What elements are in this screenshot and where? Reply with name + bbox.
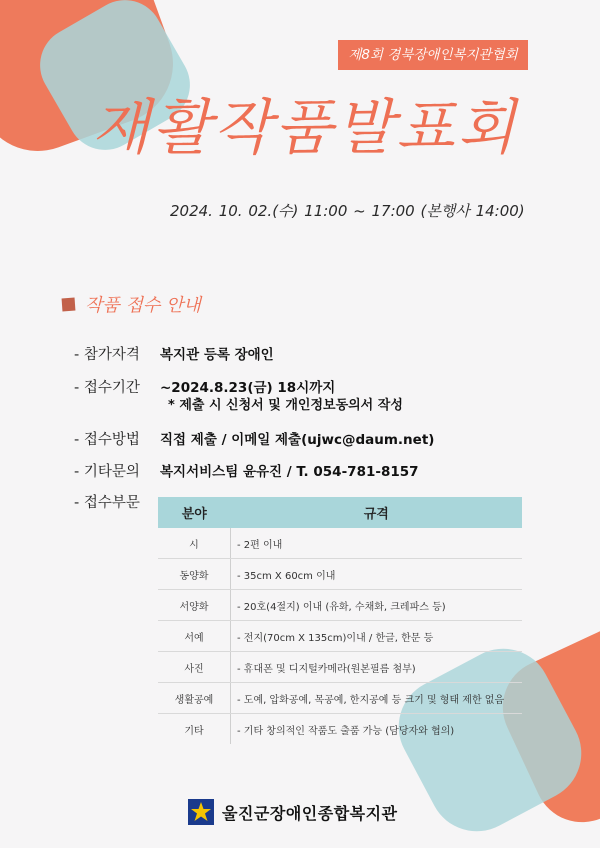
organization-name: 울진군장애인종합복지관 <box>222 803 398 823</box>
table-cell-spec: - 전지(70cm X 135cm)이내 / 한글, 한문 등 <box>231 621 523 652</box>
table-cell-category: 서예 <box>158 621 231 652</box>
method-value: 직접 제출 / 이메일 제출(ujwc@daum.net) <box>160 432 435 448</box>
event-title: 재활작품발표회 <box>91 93 519 163</box>
table-cell-spec: - 20호(4절지) 이내 (유화, 수채화, 크레파스 등) <box>231 590 523 621</box>
table-cell-spec: - 기타 창의적인 작품도 출품 가능 (담당자와 협의) <box>237 725 455 737</box>
section-heading-label: 작품 접수 안내 <box>85 295 201 316</box>
period-label: - 접수기간 <box>74 380 140 396</box>
category-table <box>158 497 522 744</box>
section-heading <box>62 290 201 318</box>
table-row <box>158 559 522 590</box>
table-cell-category: 기타 <box>158 714 231 745</box>
table-header-spec: 규격 <box>231 497 523 528</box>
table-header-row <box>158 497 522 528</box>
table-cell-category: 시 <box>158 528 231 559</box>
table-cell-category: 생활공예 <box>158 683 231 714</box>
table-row <box>158 683 522 714</box>
event-datetime: 2024. 10. 02.(수) 11:00 ~ 17:00 (본행사 14:00) <box>170 202 525 220</box>
table-cell-category: 사진 <box>158 652 231 683</box>
table-cell-spec: - 도예, 압화공예, 목공예, 한지공예 등 크기 및 형태 제한 없음 <box>231 683 523 714</box>
table-cell-category: 동양화 <box>158 559 231 590</box>
eligibility-value: 복지관 등록 장애인 <box>160 347 274 363</box>
footer-organization <box>188 798 398 826</box>
table-cell-spec: - 35cm X 60cm 이내 <box>231 559 523 590</box>
period-note: * 제출 시 신청서 및 개인정보동의서 작성 <box>168 398 403 413</box>
table-row <box>158 621 522 652</box>
category-label: - 접수부문 <box>74 495 140 511</box>
period-value: ~2024.8.23(금) 18시까지 <box>160 380 336 396</box>
table-cell-spec: - 휴대폰 및 디지털카메라(원본필름 첨부) <box>231 652 523 683</box>
inquiry-value: 복지서비스팀 윤유진 / T. 054-781-8157 <box>160 464 419 480</box>
bullet-square-icon <box>62 297 76 311</box>
table-row <box>158 528 522 559</box>
table-cell-spec: - 2편 이내 <box>231 528 523 559</box>
table-row <box>158 714 522 745</box>
star-logo-icon <box>188 799 214 825</box>
table-header-field: 분야 <box>158 497 231 528</box>
table-row <box>158 652 522 683</box>
inquiry-label: - 기타문의 <box>74 464 140 480</box>
eligibility-label: - 참가자격 <box>74 347 140 363</box>
event-series-badge: 제8회 경북장애인복지관협회 <box>338 40 528 70</box>
method-label: - 접수방법 <box>74 432 140 448</box>
table-row <box>158 590 522 621</box>
table-cell-category: 서양화 <box>158 590 231 621</box>
